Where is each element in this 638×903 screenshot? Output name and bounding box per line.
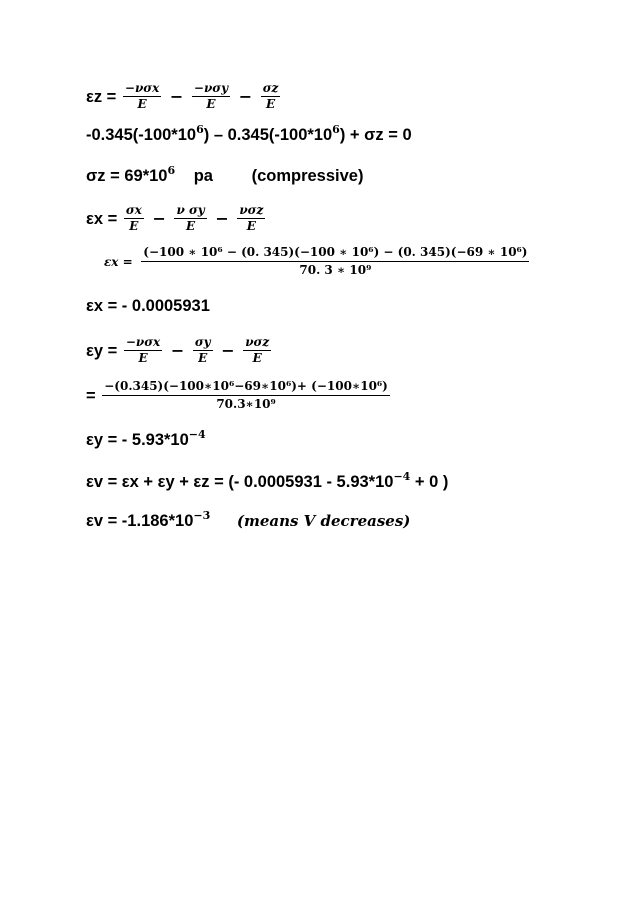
exponent: 6 <box>196 123 204 136</box>
exponent: −4 <box>393 470 411 483</box>
exponent: 6 <box>167 164 176 177</box>
minus-operator: − <box>215 208 229 228</box>
numerator: σy <box>194 335 211 349</box>
denominator: E <box>252 351 262 365</box>
fraction <box>261 81 281 112</box>
eq-lhs: εz = <box>86 87 117 106</box>
fraction <box>124 335 162 366</box>
numerator: σx <box>125 203 142 217</box>
eq-epsilon-x-substitution <box>104 244 531 279</box>
numerator: σz <box>262 81 279 95</box>
unit-label: pa <box>193 167 213 185</box>
fraction <box>237 203 265 234</box>
eq-epsilon-v-result <box>86 511 410 531</box>
numerator: ν σy <box>176 203 205 217</box>
denominator: E <box>198 351 208 365</box>
eq-text: εv = -1.186*10 <box>86 512 194 530</box>
fraction <box>123 81 161 112</box>
eq-text: εx = - 0.0005931 <box>86 297 210 315</box>
fraction <box>192 81 230 112</box>
annotation: (means V decreases) <box>236 512 411 530</box>
minus-operator: − <box>152 208 166 228</box>
denominator: 70. 3 ∗ 10⁹ <box>299 263 372 277</box>
exponent: 6 <box>332 123 340 136</box>
eq-lhs: εx = <box>86 209 118 228</box>
minus-operator: − <box>221 340 235 360</box>
denominator: E <box>138 351 148 365</box>
eq-sigma-z-result <box>86 166 363 186</box>
eq-lhs: = <box>86 386 96 405</box>
eq-epsilon-x-result <box>86 296 210 316</box>
eq-sigma-z-solve <box>86 125 412 145</box>
eq-text: εv = εx + εy + εz = (- 0.0005931 - 5.93*10 <box>86 473 394 491</box>
eq-epsilon-x-definition <box>86 203 267 234</box>
fraction <box>174 203 206 234</box>
denominator: E <box>246 219 256 233</box>
eq-epsilon-y-substitution <box>86 378 392 413</box>
eq-text: σz = 69*10 <box>86 167 168 185</box>
eq-epsilon-y-definition <box>86 335 273 366</box>
eq-lhs: εx = <box>104 254 133 269</box>
denominator: E <box>137 97 147 111</box>
fraction <box>193 335 213 366</box>
fraction <box>124 203 144 234</box>
fraction <box>102 378 390 413</box>
numerator: −νσx <box>124 81 160 95</box>
numerator: νσz <box>239 203 264 217</box>
fraction <box>141 244 529 279</box>
denominator: E <box>186 219 196 233</box>
eq-text: ) + σz = 0 <box>339 126 412 144</box>
exponent: −3 <box>193 509 211 522</box>
eq-text: ) – 0.345(-100*10 <box>203 126 333 144</box>
eq-epsilon-z-definition <box>86 81 282 112</box>
numerator: (−100 ∗ 10⁶ − (0. 345)(−100 ∗ 10⁶) − (0. 345)(−69 ∗ 10⁶) <box>141 244 529 262</box>
minus-operator: − <box>169 86 184 106</box>
denominator: E <box>129 219 139 233</box>
annotation: (compressive) <box>251 167 364 185</box>
minus-operator: − <box>238 86 253 106</box>
denominator: 70.3∗10⁹ <box>216 397 276 411</box>
denominator: E <box>206 97 216 111</box>
eq-epsilon-v-sum <box>86 472 448 492</box>
minus-operator: − <box>170 340 185 360</box>
eq-text: -0.345(-100*10 <box>86 126 197 144</box>
numerator: −νσx <box>125 335 161 349</box>
exponent: −4 <box>188 428 206 441</box>
denominator: E <box>265 97 276 111</box>
eq-lhs: εy = <box>86 341 118 360</box>
eq-text: εy = - 5.93*10 <box>86 431 189 449</box>
numerator: −(0.345)(−100∗10⁶−69∗10⁶)+ (−100∗10⁶) <box>102 378 390 396</box>
eq-epsilon-y-result <box>86 430 206 450</box>
numerator: νσz <box>245 335 270 349</box>
fraction <box>243 335 271 366</box>
numerator: −νσy <box>193 81 229 95</box>
eq-text: + 0 ) <box>410 473 449 491</box>
